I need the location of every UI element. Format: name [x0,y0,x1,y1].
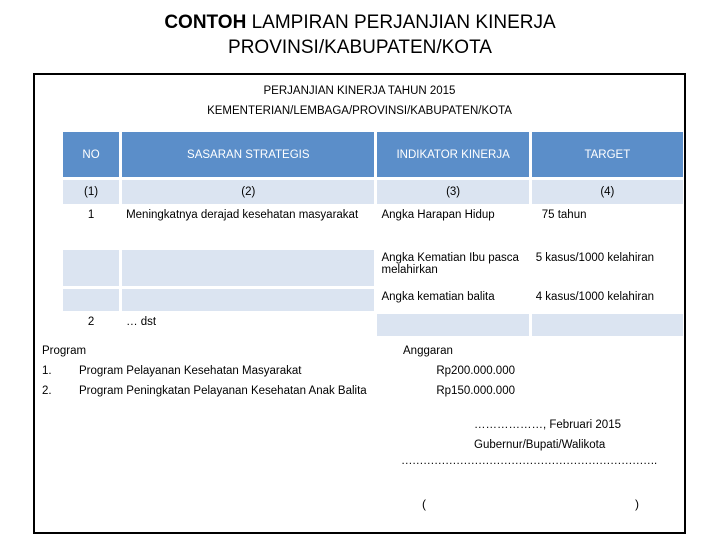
cell-no [63,289,119,311]
table-row [63,207,683,247]
document-header-line1: PERJANJIAN KINERJA TAHUN 2015 [263,85,456,97]
column-number: (2) [122,180,374,204]
header-indikator: INDIKATOR KINERJA [377,132,528,177]
program-item-number: 2. [42,385,52,397]
program-item-name: Program Pelayanan Kesehatan Masyarakat [79,365,302,377]
column-number: (3) [377,180,528,204]
cell-sasaran [122,250,374,286]
performance-table [60,129,686,339]
table-header-row [63,132,683,177]
header-no: NO [63,132,119,177]
budget-label: Anggaran [403,345,453,357]
program-item-number: 1. [42,365,52,377]
cell-no: 2 [63,314,119,336]
document-header [35,81,684,121]
table-row [63,314,683,336]
signature-office: Gubernur/Bupati/Walikota [474,439,606,451]
document-frame [33,73,686,534]
page-title-line2: PROVINSI/KABUPATEN/KOTA [228,37,492,58]
cell-sasaran [122,289,374,311]
signature-line: ……………………………………………………………. [401,455,657,467]
column-number: (4) [532,180,683,204]
cell-sasaran: Meningkatnya derajad kesehatan masyarakat [122,207,374,247]
cell-indikator: Angka Kematian Ibu pasca melahirkan [377,250,528,286]
cell-sasaran: … dst [122,314,374,336]
page-title-bold: CONTOH [164,12,247,33]
program-label: Program [42,345,87,357]
page-title [0,10,720,60]
cell-target: 4 kasus/1000 kelahiran [532,289,683,311]
table-row [63,289,683,311]
signature-block [474,415,621,455]
signature-name-close-paren: ) [635,497,639,511]
cell-target [532,314,683,336]
budget-column [395,341,515,401]
cell-target: 75 tahun [532,207,683,247]
header-sasaran: SASARAN STRATEGIS [122,132,374,177]
program-item-name: Program Peningkatan Pelayanan Kesehatan Anak Balita [79,385,367,397]
cell-no: 1 [63,207,119,247]
page-title-line1 [0,10,720,35]
column-number: (1) [63,180,119,204]
budget-value: Rp200.000.000 [436,365,515,377]
cell-indikator: Angka Harapan Hidup [377,207,528,247]
page-title-line1-rest: LAMPIRAN PERJANJIAN KINERJA [246,12,556,33]
column-number-row [63,180,683,204]
cell-no [63,250,119,286]
budget-value: Rp150.000.000 [436,385,515,397]
signature-date: ………………, Februari 2015 [474,419,621,431]
document-header-line2: KEMENTERIAN/LEMBAGA/PROVINSI/KABUPATEN/KOTA [207,105,512,117]
table-row [63,250,683,286]
cell-indikator [377,314,528,336]
cell-indikator: Angka kematian balita [377,289,528,311]
header-target: TARGET [532,132,683,177]
cell-target: 5 kasus/1000 kelahiran [532,250,683,286]
signature-name-open-paren: ( [422,497,426,511]
